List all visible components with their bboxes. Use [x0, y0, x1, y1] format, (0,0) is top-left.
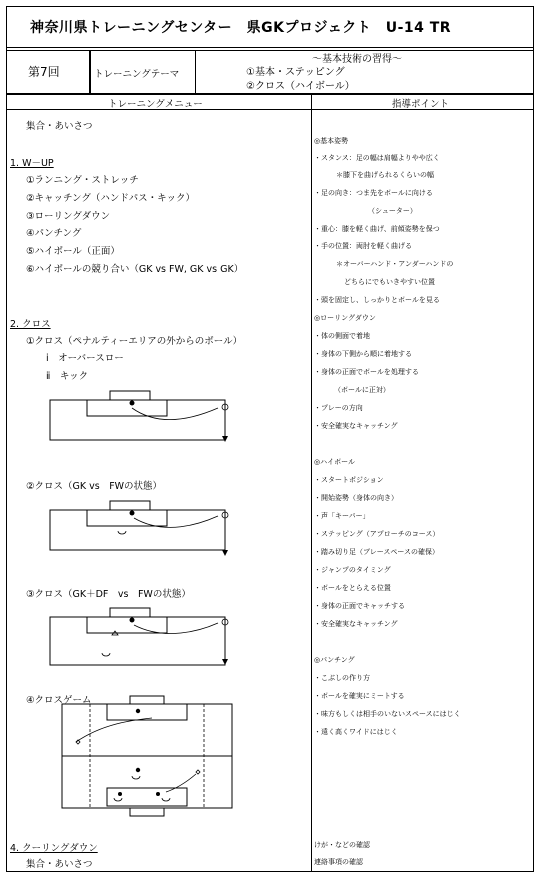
point-stance: ・スタンス：足の幅は肩幅よりやや広く: [314, 154, 440, 162]
point-jump-timing: ・ジャンプのタイミング: [314, 566, 391, 574]
point-basic-posture: ◎基本姿勢: [314, 137, 349, 145]
point-hand-position: ・手の位置：両肘を軽く曲げる: [314, 242, 412, 250]
cross-1-overthrow: ⅰ オーバースロー: [46, 353, 124, 364]
point-front-catch: ・身体の正面でキャッチする: [314, 602, 405, 610]
session-number: 第7回: [28, 65, 60, 79]
cross-1: ①クロス（ペナルティーエリアの外からのボール）: [26, 336, 243, 347]
wup-item-5: ⑤ハイボール（正面）: [26, 246, 120, 257]
theme-item-2: ②クロス（ハイボール）: [246, 81, 355, 92]
point-rolling-down: ◎ローリングダウン: [314, 314, 376, 322]
point-overhand-note-2: どちらにでもいきやすい位置: [344, 278, 435, 286]
column-header-row: [6, 94, 534, 110]
section-4-heading: 4. クーリングダウン: [10, 843, 98, 854]
point-front-handling: ・身体の正面でボールを処理する: [314, 368, 419, 376]
point-takeoff-foot: ・踏み切り足（ブレースペースの確保）: [314, 548, 440, 556]
point-play-direction: ・プレーの方向: [314, 404, 363, 412]
section-1-heading: 1. W－UP: [10, 158, 54, 169]
point-face-ball: （ボールに正対）: [334, 386, 390, 394]
point-safe-catch-2: ・安全確実なキャッチング: [314, 620, 398, 628]
point-start-posture: ・開始姿勢（身体の向き）: [314, 494, 398, 502]
point-stepping: ・ステッピング（アプローチのコース）: [314, 530, 440, 538]
points-column-header: 指導ポイント: [392, 99, 450, 110]
opening-greeting: 集合・あいさつ: [26, 121, 93, 132]
point-shooter: （シューター）: [368, 207, 417, 215]
wup-item-3: ③ローリングダウン: [26, 211, 111, 222]
point-call-keeper: ・声「キーパー」: [314, 512, 370, 520]
closing-greeting: 集合・あいさつ: [26, 859, 93, 870]
cross-2: ②クロス（GK vs FWの状態）: [26, 481, 163, 492]
page-title: 神奈川県トレーニングセンター 県GKプロジェクト U-14 TR: [30, 20, 452, 36]
point-foot-direction: ・足の向き：つま先をボールに向ける: [314, 189, 433, 197]
wup-item-4: ④パンチング: [26, 228, 82, 239]
cross-3: ③クロス（GK＋DF vs FWの状態）: [26, 589, 191, 600]
section-2-heading: 2. クロス: [10, 319, 51, 330]
wup-item-1: ①ランニング・ストレッチ: [26, 175, 139, 186]
point-center-of-gravity: ・重心：膝を軽く曲げ、前傾姿勢を保つ: [314, 225, 440, 233]
point-landing-order: ・身体の下側から順に着地する: [314, 350, 412, 358]
theme-subtitle: ～基本技術の習得～: [312, 54, 402, 65]
diagram-cross-3: [50, 603, 240, 669]
point-start-position: ・スタートポジション: [314, 476, 384, 484]
menu-column-header: トレーニングメニュー: [108, 99, 203, 110]
point-watch-ball: ・頭を固定し、しっかりとボールを見る: [314, 296, 440, 304]
point-safe-catch-1: ・安全確実なキャッチング: [314, 422, 398, 430]
diagram-cross-1: [50, 386, 240, 444]
point-high-ball: ◎ハイボール: [314, 458, 355, 466]
diagram-cross-2: [50, 496, 240, 558]
point-catch-position: ・ボールをとらえる位置: [314, 584, 391, 592]
cross-1-kick: ⅱ キック: [46, 371, 89, 382]
wup-item-2: ②キャッチング（ハンドパス・キック）: [26, 193, 195, 204]
point-injury-check: けが・などの確認: [314, 841, 370, 849]
cross-4: ④クロスゲーム: [26, 695, 92, 706]
column-divider: [311, 94, 312, 872]
point-side-landing: ・体の側面で着地: [314, 332, 370, 340]
point-punching: ◎パンチング: [314, 656, 355, 664]
point-stance-note: ＊膝下を曲げられるくらいの幅: [336, 171, 434, 179]
point-punch-space: ・味方もしくは相手のいないスペースにはじく: [314, 710, 461, 718]
theme-item-1: ①基本・ステッピング: [246, 67, 345, 78]
point-announcements: 連絡事項の確認: [314, 858, 363, 866]
point-punch-far: ・遠く高くワイドにはじく: [314, 728, 398, 736]
point-fist: ・こぶしの作り方: [314, 674, 370, 682]
wup-item-6: ⑥ハイボールの競り合い（GK vs FW, GK vs GK）: [26, 264, 244, 275]
theme-label: トレーニングテーマ: [94, 69, 180, 80]
point-meet-ball: ・ボールを確実にミートする: [314, 692, 405, 700]
diagram-cross-game: [62, 694, 240, 818]
point-overhand-note: ＊オーバーハンド・アンダーハンドの: [336, 260, 454, 268]
